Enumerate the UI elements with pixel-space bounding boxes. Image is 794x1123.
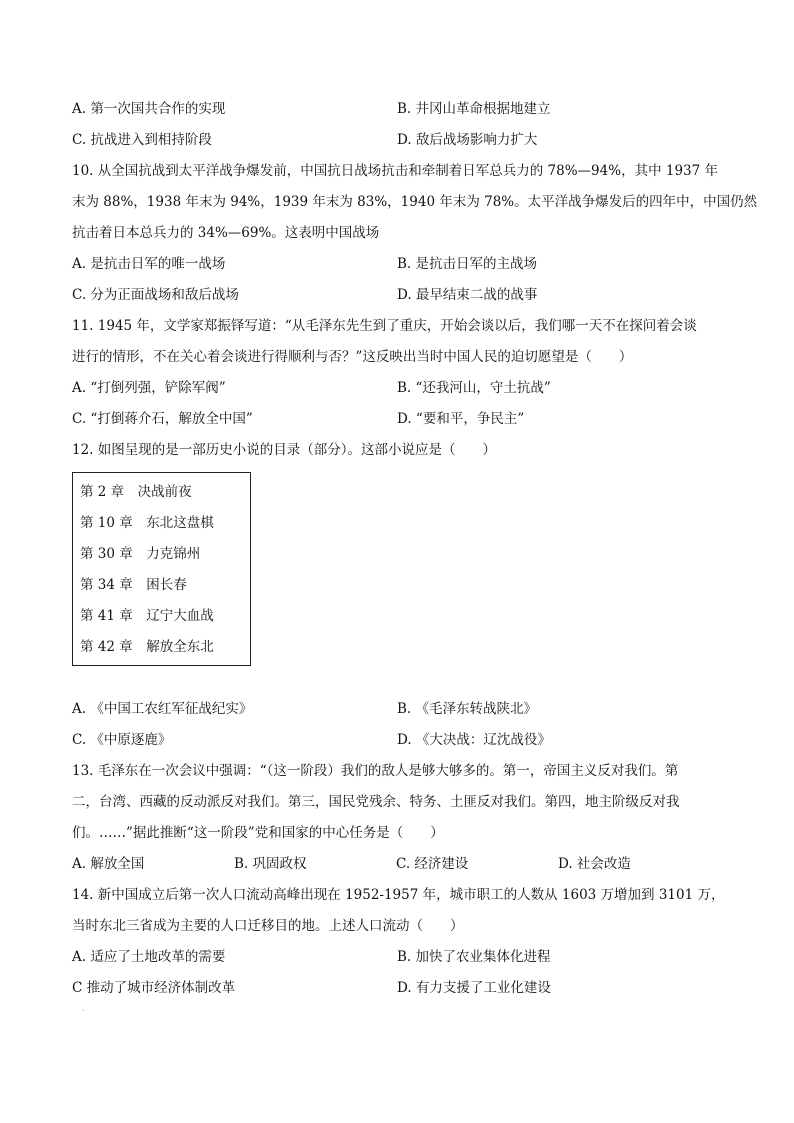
q14-stem-line-2: 当时东北三省成为主要的人口迁移目的地。上述人口流动（ ） — [72, 918, 464, 934]
option-c: C. 《中原逐鹿》 — [72, 732, 172, 748]
option-c: C. “打倒蒋介石，解放全中国” — [72, 411, 253, 427]
q12-options-row-2 — [72, 725, 722, 756]
option-c: C. 抗战进入到相持阶段 — [72, 132, 212, 148]
option-d: D. 最早结束二战的战事 — [397, 287, 538, 303]
option-d: D. 有力支援了工业化建设 — [397, 980, 551, 996]
toc-item: 第 34 章 困长春 — [80, 577, 187, 593]
q10-stem-line-2: 末为 88%，1938 年末为 94%，1939 年末为 83%，1940 年末为 78%。太平洋战争爆发后的四年中，中国仍然 — [72, 194, 758, 210]
option-a: A. “打倒列强，铲除军阀” — [72, 380, 226, 396]
stray-mark: · — [82, 1006, 85, 1015]
q13-stem-line-3: 们。……”据此推断“这一阶段”党和国家的中心任务是（ ） — [72, 825, 444, 841]
toc-item: 第 30 章 力克锦州 — [80, 546, 201, 562]
exam-page — [72, 94, 758, 1004]
q11-options-row-2 — [72, 404, 722, 435]
option-d: D. 社会改造 — [558, 856, 631, 872]
q10-stem-line-3: 抗击着日本总兵力的 34%—69%。这表明中国战场 — [72, 225, 380, 241]
option-a: A. 是抗击日军的唯一战场 — [72, 256, 226, 272]
q12-stem: 12. 如图呈现的是一部历史小说的目录（部分）。这部小说应是（ ） — [72, 442, 497, 458]
q14-options-row-2 — [72, 973, 722, 1004]
option-a: A. 《中国工农红军征战纪实》 — [72, 701, 253, 717]
q14-stem-line-1: 14. 新中国成立后第一次人口流动高峰出现在 1952-1957 年，城市职工的人数从 1603 万增加到 3101 万， — [72, 887, 725, 903]
q9-options-row-2 — [72, 125, 722, 156]
toc-box — [72, 472, 251, 666]
q13-options-row — [72, 849, 722, 880]
toc-item: 第 10 章 东北这盘棋 — [80, 515, 214, 531]
option-b: B. “还我河山，守土抗战” — [397, 380, 551, 396]
option-c: C. 经济建设 — [396, 856, 469, 872]
option-d: D. 敌后战场影响力扩大 — [397, 132, 538, 148]
option-a: A. 解放全国 — [72, 856, 145, 872]
q11-stem-line-1: 11. 1945 年，文学家郑振铎写道：“从毛泽东先生到了重庆，开始会谈以后，我们哪一天不在探问着会谈 — [72, 318, 697, 334]
option-b: B. 《毛泽东转战陕北》 — [397, 701, 538, 717]
option-d: D. 《大决战：辽沈战役》 — [397, 732, 551, 748]
option-b: B. 巩固政权 — [234, 856, 307, 872]
option-a: A. 适应了土地改革的需要 — [72, 949, 226, 965]
option-c: C 推动了城市经济体制改革 — [72, 980, 236, 996]
q14-options-row-1 — [72, 942, 722, 973]
q13-stem-line-1: 13. 毛泽东在一次会议中强调：“（这一阶段）我们的敌人是够大够多的。第一，帝国主义反对我们。第 — [72, 763, 679, 779]
q10-options-row-2 — [72, 280, 722, 311]
q11-stem-line-2: 进行的情形，不在关心着会谈进行得顺利与否？”这反映出当时中国人民的迫切愿望是（ ） — [72, 349, 633, 365]
toc-item: 第 2 章 决战前夜 — [80, 484, 192, 500]
option-b: B. 是抗击日军的主战场 — [397, 256, 538, 272]
q10-options-row-1 — [72, 249, 722, 280]
toc-item: 第 42 章 解放全东北 — [80, 639, 214, 655]
q9-options-row-1 — [72, 94, 722, 125]
q12-options-row-1 — [72, 694, 722, 725]
option-b: B. 加快了农业集体化进程 — [397, 949, 551, 965]
option-a: A. 第一次国共合作的实现 — [72, 101, 226, 117]
q13-stem-line-2: 二，台湾、西藏的反动派反对我们。第三，国民党残余、特务、土匪反对我们。第四，地主阶级反对我 — [72, 794, 680, 810]
option-d: D. “要和平，争民主” — [397, 411, 525, 427]
q10-stem-line-1: 10. 从全国抗战到太平洋战争爆发前，中国抗日战场抗击和牵制着日军总兵力的 78%—94%，其中 1937 年 — [72, 163, 719, 179]
q11-options-row-1 — [72, 373, 722, 404]
option-c: C. 分为正面战场和敌后战场 — [72, 287, 239, 303]
option-b: B. 井冈山革命根据地建立 — [397, 101, 551, 117]
toc-item: 第 41 章 辽宁大血战 — [80, 608, 214, 624]
